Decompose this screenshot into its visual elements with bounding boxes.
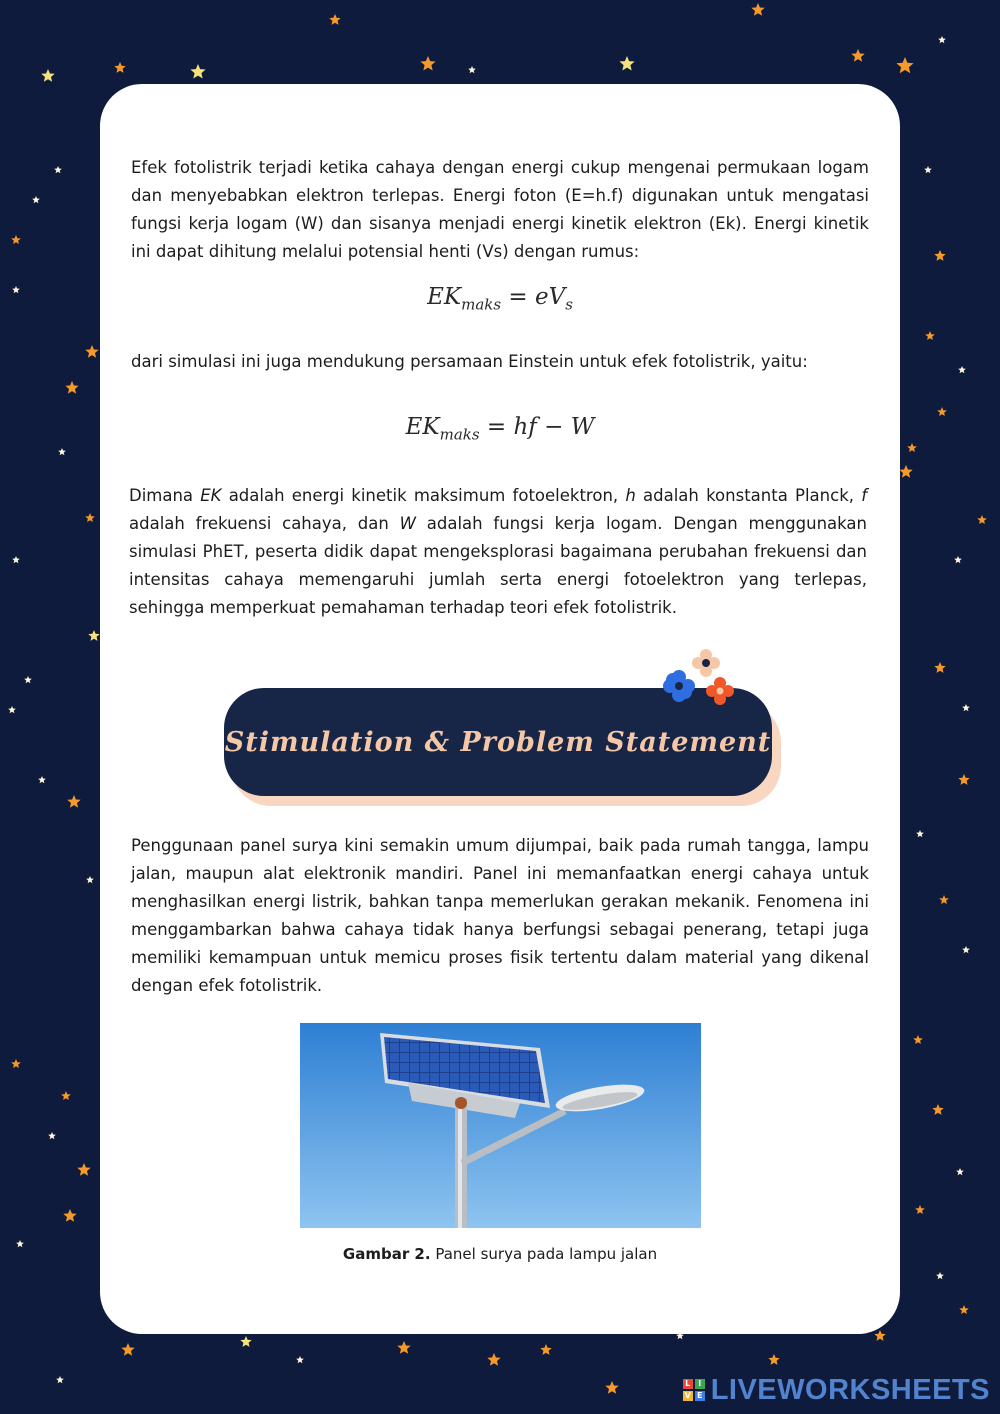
star-icon bbox=[88, 630, 99, 641]
formula2-lhs-sub: maks bbox=[439, 425, 480, 444]
star-icon bbox=[907, 443, 917, 452]
explanation-text-1: Dimana bbox=[129, 486, 201, 505]
logo-letter-3: V bbox=[684, 1391, 691, 1400]
einstein-intro-text: dari simulasi ini juga mendukung persamaan Einstein untuk efek fotolistrik, yaitu: bbox=[131, 352, 808, 371]
star-icon bbox=[56, 1376, 64, 1383]
star-icon bbox=[913, 1035, 923, 1044]
stimulation-paragraph: Penggunaan panel surya kini semakin umum dijumpai, baik pada rumah tangga, lampu jalan, maupun alat elektronik mandiri. Panel ini memanfaatkan energi cahaya untuk menghasilkan energi listrik, bahkan tanpa memerlukan gerakan mekanik. Fenomena ini menggambarkan bahwa cahaya tidak hanya berfungsi sebagai penerang, tetapi juga memiliki kemampuan untuk memicu proses fisik tertentu dalam material yang dikenal dengan efek fotolistrik. bbox=[131, 836, 869, 995]
star-icon bbox=[12, 556, 20, 563]
star-icon bbox=[605, 1381, 618, 1394]
star-icon bbox=[61, 1091, 71, 1100]
explanation-text-5: adalah fungsi kerja logam. Dengan menggunakan simulasi PhET, peserta didik dapat mengeksplorasi bagaimana perubahan frekuensi dan intensitas cahaya memengaruhi jumlah serta energi fotoelektron yang terlepas, sehingga memperkuat pemahaman terhadap teori efek fotolistrik. bbox=[129, 514, 867, 617]
formula1-rhs: = eV bbox=[501, 284, 566, 310]
explanation-text-2: adalah energi kinetik maksimum fotoelektron, bbox=[221, 486, 626, 505]
star-icon bbox=[24, 676, 32, 683]
star-icon bbox=[16, 1240, 24, 1247]
star-icon bbox=[939, 895, 949, 904]
star-icon bbox=[962, 704, 970, 711]
star-icon bbox=[468, 66, 476, 73]
caption-text: Panel surya pada lampu jalan bbox=[430, 1245, 658, 1263]
symbol-ek: EK bbox=[200, 486, 222, 505]
liveworksheets-watermark bbox=[683, 1374, 990, 1406]
star-icon bbox=[751, 3, 764, 16]
content-card bbox=[100, 84, 900, 1334]
star-icon bbox=[768, 1354, 779, 1365]
star-icon bbox=[938, 36, 946, 43]
star-icon bbox=[958, 366, 966, 373]
star-icon bbox=[954, 556, 962, 563]
logo-letter-1: L bbox=[683, 1379, 693, 1389]
explanation-text-4: adalah frekuensi cahaya, dan bbox=[129, 514, 400, 533]
star-icon bbox=[932, 1104, 943, 1115]
star-icon bbox=[977, 515, 987, 524]
formula1-rhs-sub: s bbox=[565, 295, 573, 314]
formula1-lhs: EK bbox=[427, 284, 462, 310]
star-icon bbox=[240, 1336, 251, 1347]
star-icon bbox=[329, 14, 340, 25]
solar-street-lamp-photo bbox=[300, 1023, 701, 1228]
star-icon bbox=[924, 166, 932, 173]
star-icon bbox=[65, 381, 78, 394]
star-icon bbox=[487, 1353, 500, 1366]
explanation-text-3: adalah konstanta Planck, bbox=[635, 486, 862, 505]
star-icon bbox=[874, 1330, 885, 1341]
star-icon bbox=[41, 69, 54, 82]
star-icon bbox=[11, 235, 21, 244]
star-icon bbox=[934, 250, 945, 261]
flowers-decoration-icon bbox=[656, 648, 746, 718]
star-icon bbox=[925, 331, 935, 340]
star-icon bbox=[85, 513, 95, 522]
star-icon bbox=[8, 706, 16, 713]
formula2-rhs: = hf − W bbox=[479, 414, 595, 440]
star-icon bbox=[936, 1272, 944, 1279]
star-icon bbox=[916, 830, 924, 837]
formula2-lhs: EK bbox=[405, 414, 440, 440]
star-icon bbox=[962, 946, 970, 953]
star-icon bbox=[619, 56, 634, 71]
liveworksheets-logo-icon bbox=[683, 1379, 705, 1401]
star-icon bbox=[77, 1163, 90, 1176]
star-icon bbox=[190, 64, 205, 79]
star-icon bbox=[67, 795, 80, 808]
star-icon bbox=[11, 1059, 21, 1068]
section-title: Stimulation & Problem Statement bbox=[224, 726, 772, 758]
formula1-lhs-sub: maks bbox=[461, 295, 502, 314]
star-icon bbox=[540, 1344, 551, 1355]
symbol-w: W bbox=[399, 514, 416, 533]
star-icon bbox=[58, 448, 66, 455]
formula-kinetic-energy-stopping-potential bbox=[100, 284, 900, 314]
formula-einstein-photoelectric bbox=[100, 414, 900, 444]
star-icon bbox=[121, 1343, 134, 1356]
star-icon bbox=[12, 286, 20, 293]
star-icon bbox=[85, 345, 98, 358]
star-icon bbox=[114, 62, 125, 73]
star-icon bbox=[959, 1305, 969, 1314]
star-icon bbox=[63, 1209, 76, 1222]
logo-letter-4: E bbox=[695, 1391, 705, 1401]
star-icon bbox=[48, 1132, 56, 1139]
star-icon bbox=[958, 774, 969, 785]
star-icon bbox=[296, 1356, 304, 1363]
symbol-h: h bbox=[625, 486, 636, 505]
star-icon bbox=[32, 196, 40, 203]
star-icon bbox=[956, 1168, 964, 1175]
star-icon bbox=[397, 1341, 410, 1354]
figure-caption bbox=[100, 1245, 900, 1263]
star-icon bbox=[899, 465, 912, 478]
star-icon bbox=[86, 876, 94, 883]
explanation-paragraph bbox=[129, 482, 867, 622]
star-icon bbox=[896, 57, 913, 73]
star-icon bbox=[851, 49, 864, 62]
watermark-text: LIVEWORKSHEETS bbox=[710, 1373, 990, 1406]
star-icon bbox=[915, 1205, 925, 1214]
star-icon bbox=[937, 407, 947, 416]
caption-label: Gambar 2. bbox=[342, 1245, 431, 1263]
star-icon bbox=[420, 56, 435, 71]
star-icon bbox=[54, 166, 62, 173]
logo-letter-2: I bbox=[695, 1379, 705, 1389]
symbol-f: f bbox=[861, 486, 868, 505]
star-icon bbox=[38, 776, 46, 783]
intro-paragraph: Efek fotolistrik terjadi ketika cahaya dengan energi cukup mengenai permukaan logam dan menyebabkan elektron terlepas. Energi foton (E=h.f) digunakan untuk mengatasi fungsi kerja logam (W) dan sisanya menjadi energi kinetik elektron (Ek). Energi kinetik ini dapat dihitung melalui potensial henti (Vs) dengan rumus: bbox=[131, 158, 869, 261]
star-icon bbox=[934, 662, 945, 673]
